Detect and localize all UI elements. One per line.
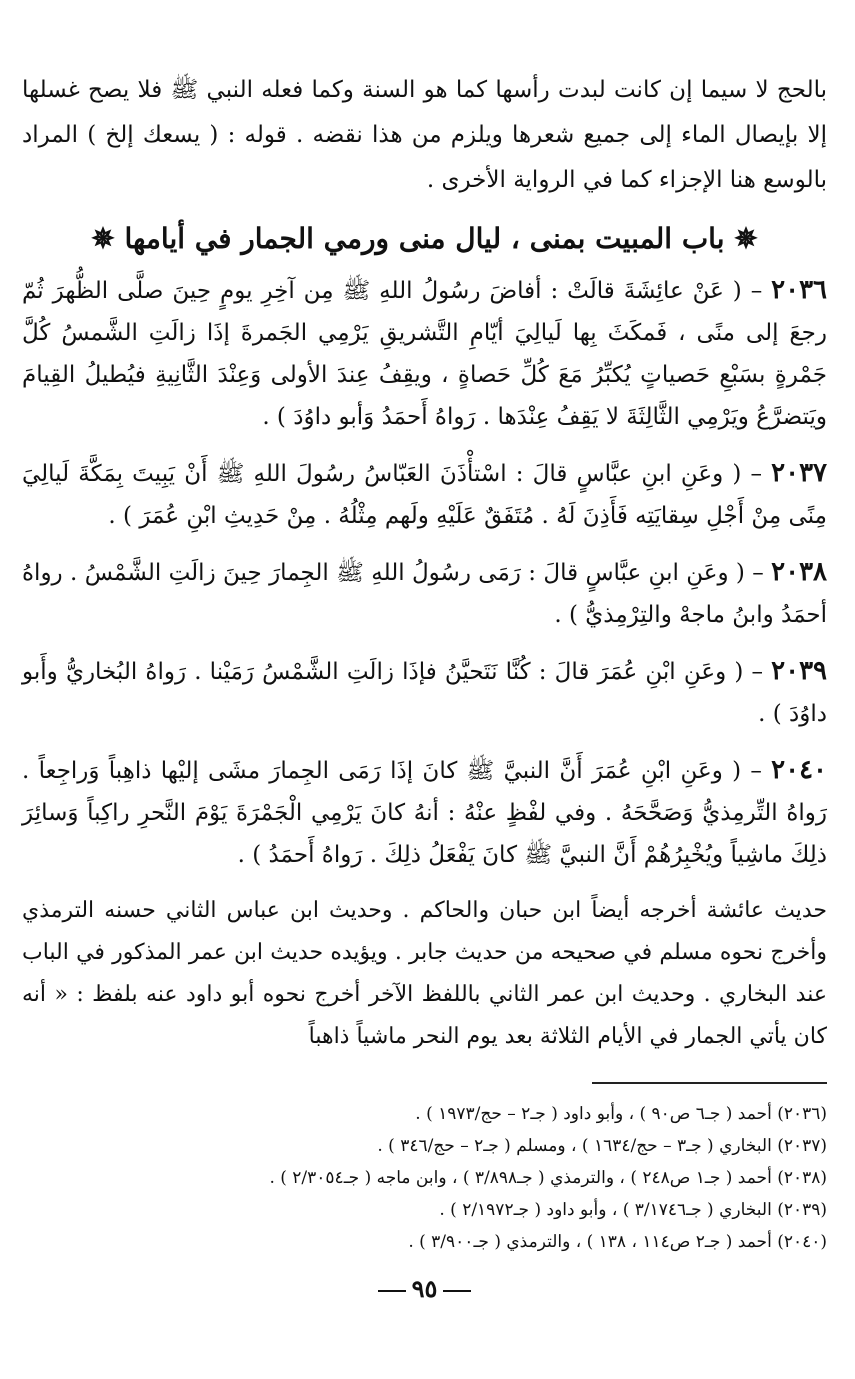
hadith-text: ( وعَنِ ابْنِ عُمَرَ قالَ : كُنَّا نَتَحيَّنُ فإذَا زالَتِ الشَّمْسُ رَمَيْنا . رَواهُ البُخاريُّ وأَبو داوُدَ ) . bbox=[22, 659, 827, 727]
hadith-2037: ٢٠٣٧ – ( وعَنِ ابنِ عبَّاسٍ قالَ : اسْتأْذَنَ العَبّاسُ رسُولَ اللهِ ﷺ أَنْ يَبِيتَ بِمَكَّةَ لَيالِيَ مِنًى مِنْ أَجْلِ سِقايَتِه فَأَذِنَ لَهُ . مُتَفَقٌ عَلَيْهِ ولَهم مِثْلُهُ . مِنْ حَدِيثِ ابْنِ عُمَرَ ) . bbox=[22, 458, 827, 529]
hadith-number: ٢٠٤٠ bbox=[771, 755, 827, 785]
hadith-number: ٢٠٣٧ bbox=[771, 458, 827, 488]
hadith-2040: ٢٠٤٠ – ( وعَنِ ابْنِ عُمَرَ أَنَّ النبيَّ ﷺ كانَ إذَا رَمَى الجِمارَ مشَى إليْها ذاهِباً وَراجِعاً . رَواهُ التِّرمِذيُّ وَصَحَّحَهُ . وفي لفْظٍ عنْهُ : أنهُ كانَ يَرْمِي الْجَمْرَةَ يَوْمَ النَّحرِ راكِباً وَسائِرَ ذلِكَ ماشِياً ويُخْبِرُهُمْ أَنَّ النبيَّ ﷺ كانَ يَفْعَلُ ذلِكَ . رَواهُ أَحمَدُ ) . bbox=[22, 755, 827, 868]
footnote-divider bbox=[592, 1082, 827, 1084]
page-content bbox=[22, 68, 827, 1303]
footnote-2036: (٢٠٣٦) أحمد ( جـ٦ ص٩٠ ) ، وأبو داود ( جـ٢ – حج/١٩٧٣ ) . bbox=[415, 1104, 827, 1124]
footnote-2039: (٢٠٣٩) البخاري ( جـ٣/١٧٤٦ ) ، وأبو داود ( جـ٢/١٩٧٢ ) . bbox=[439, 1200, 827, 1220]
hadith-number: ٢٠٣٦ bbox=[771, 275, 827, 305]
hadith-text: ( عَنْ عائِشَةَ قالَتْ : أفاضَ رسُولُ اللهِ ﷺ مِن آخِرِ يومٍ حِينَ صلَّى الظُّهرَ ثُمّ رجعَ إلى منًى ، فَمكَثَ بِها لَيالِيَ أيّامِ التَّشريقِ يَرْمِي الجَمرةَ إذَا زالَتِ الشَّمسُ كُلَّ جَمْرةٍ بسَبْعِ حَصياتٍ يُكبِّرُ مَعَ كُلِّ حَصاةٍ ، ويقِفُ عِندَ الأولى وَعِنْدَ الثَّانِيةِ فيُطيلُ القِيامَ ويَتضرَّعُ ويَرْمِي الثَّالِثَةَ لا يَقِفُ عِنْدَها . رَواهُ أَحمَدُ وَأبو داوُدَ ) . bbox=[22, 278, 827, 430]
hadith-number: ٢٠٣٩ bbox=[771, 656, 828, 686]
footnotes bbox=[22, 1098, 827, 1258]
page-number: ٩٥ bbox=[22, 1274, 827, 1303]
footnote-2038: (٢٠٣٨) أحمد ( جـ١ ص٢٤٨ ) ، والترمذي ( جـ٣/٨٩٨ ) ، وابن ماجه ( جـ٢/٣٠٥٤ ) . bbox=[269, 1168, 827, 1188]
commentary-paragraph: حديث عائشة أخرجه أيضاً ابن حبان والحاكم . وحديث ابن عباس الثاني حسنه الترمذي وأخرج نحوه مسلم في صحيحه من حديث جابر . ويؤيده حديث ابن عمر المذكور في الباب عند البخاري . وحديث ابن عمر الثاني باللفظ الآخر أخرج نحوه أبو داود عنه بلفظ : « أنه كان يأتي الجمار في الأيام الثلاثة بعد يوم النحر ماشياً ذاهباً bbox=[22, 898, 827, 1049]
chapter-heading: ✵ باب المبيت بمنى ، ليال منى ورمي الجمار في أيامها ✵ bbox=[91, 222, 758, 255]
hadith-2038: ٢٠٣٨ – ( وعَنِ ابنِ عبَّاسٍ قالَ : رَمَى رسُولُ اللهِ ﷺ الجِمارَ حِينَ زالَتِ الشَّمْسُ . رواهُ أحمَدُ وابنُ ماجهْ والتِرْمِذيُّ ) . bbox=[22, 557, 827, 628]
hadith-2036: ٢٠٣٦ – ( عَنْ عائِشَةَ قالَتْ : أفاضَ رسُولُ اللهِ ﷺ مِن آخِرِ يومٍ حِينَ صلَّى الظُّهرَ ثُمّ رجعَ إلى منًى ، فَمكَثَ بِها لَيالِيَ أيّامِ التَّشريقِ يَرْمِي الجَمرةَ إذَا زالَتِ الشَّمسُ كُلَّ جَمْرةٍ بسَبْعِ حَصياتٍ يُكبِّرُ مَعَ كُلِّ حَصاةٍ ، ويقِفُ عِندَ الأولى وَعِنْدَ الثَّانِيةِ فيُطيلُ القِيامَ ويَتضرَّعُ ويَرْمِي الثَّالِثَةَ لا يَقِفُ عِنْدَها . رَواهُ أَحمَدُ وَأبو داوُدَ ) . bbox=[22, 275, 827, 430]
hadith-text: ( وعَنِ ابنِ عبَّاسٍ قالَ : اسْتأْذَنَ العَبّاسُ رسُولَ اللهِ ﷺ أَنْ يَبِيتَ بِمَكَّةَ لَيالِيَ مِنًى مِنْ أَجْلِ سِقايَتِه فَأَذِنَ لَهُ . مُتَفَقٌ عَلَيْهِ ولَهم مِثْلُهُ . مِنْ حَدِيثِ ابْنِ عُمَرَ ) . bbox=[22, 461, 827, 529]
hadith-text: ( وعَنِ ابنِ عبَّاسٍ قالَ : رَمَى رسُولُ اللهِ ﷺ الجِمارَ حِينَ زالَتِ الشَّمْسُ . رواهُ أحمَدُ وابنُ ماجهْ والتِرْمِذيُّ ) . bbox=[22, 560, 827, 628]
intro-paragraph: بالحج لا سيما إن كانت لبدت رأسها كما هو السنة وكما فعله النبي ﷺ فلا يصح غسلها إلا بإيصال الماء إلى جميع شعرها ويلزم من هذا نقضه . قوله : ( يسعك إلخ ) المراد بالوسع هنا الإجزاء كما في الرواية الأخرى . bbox=[22, 77, 827, 193]
hadith-2039: ٢٠٣٩ – ( وعَنِ ابْنِ عُمَرَ قالَ : كُنَّا نَتَحيَّنُ فإذَا زالَتِ الشَّمْسُ رَمَيْنا . رَواهُ البُخاريُّ وأَبو داوُدَ ) . bbox=[22, 656, 828, 727]
footnote-2040: (٢٠٤٠) أحمد ( جـ٢ ص١١٤ ، ١٣٨ ) ، والترمذي ( جـ٣/٩٠٠ ) . bbox=[408, 1232, 827, 1252]
hadith-text: ( وعَنِ ابْنِ عُمَرَ أَنَّ النبيَّ ﷺ كانَ إذَا رَمَى الجِمارَ مشَى إليْها ذاهِباً وَراجِعاً . رَواهُ التِّرمِذيُّ وَصَحَّحَهُ . وفي لفْظٍ عنْهُ : أنهُ كانَ يَرْمِي الْجَمْرَةَ يَوْمَ النَّحرِ راكِباً وَسائِرَ ذلِكَ ماشِياً ويُخْبِرُهُمْ أَنَّ النبيَّ ﷺ كانَ يَفْعَلُ ذلِكَ . رَواهُ أَحمَدُ ) . bbox=[22, 758, 827, 868]
hadith-number: ٢٠٣٨ bbox=[771, 557, 827, 587]
footnote-2037: (٢٠٣٧) البخاري ( جـ٣ – حج/١٦٣٤ ) ، ومسلم ( جـ٢ – حج/٣٤٦ ) . bbox=[377, 1136, 827, 1156]
